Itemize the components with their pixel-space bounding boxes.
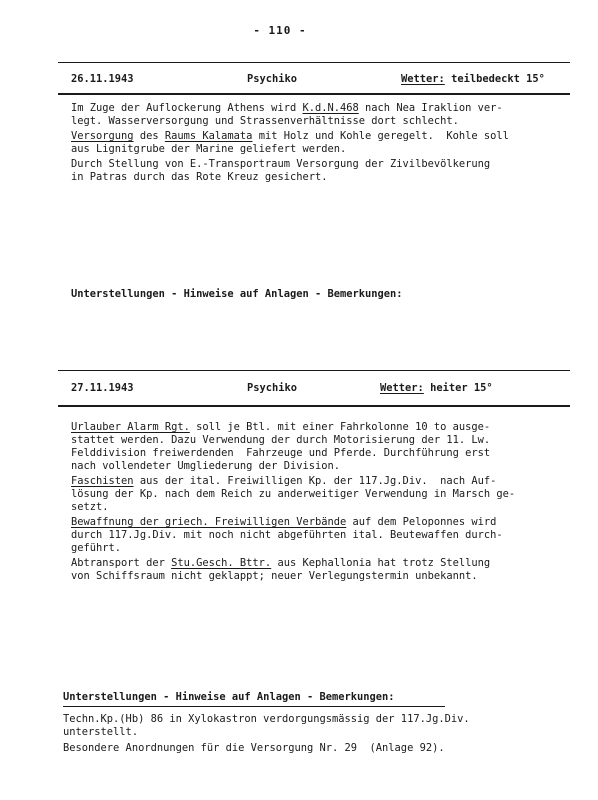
weather-label: Wetter: [401,73,445,85]
entry-2-paragraph-3 [71,516,571,555]
entry-2-top-rule [58,370,570,371]
entry-1-weather [401,73,545,86]
underlined-term: Bewaffnung der griech. Freiwilligen Verbände [71,516,347,528]
text-run: auf dem Peloponnes wird durch 117.Jg.Div. mit noch nicht abgeführten ital. Beutewaffen durch- geführt. [71,516,503,554]
underlined-term: Faschisten [71,475,134,487]
weather-value: teilbedeckt 15° [451,73,545,85]
remarks-underline [63,706,445,707]
text-run: des [133,130,165,142]
entry-2-remarks-label: Unterstellungen - Hinweise auf Anlagen - Bemerkungen: [63,691,395,703]
text-run: nach Nea Iraklion ver- legt. Wasserversorgung und Strassenverhältnisse dort schlecht. [71,102,503,127]
entry-2-paragraph-4 [71,557,571,583]
text-run: soll je Btl. mit einer Fahrkolonne 10 to ausge- stattet werden. Dazu Verwendung der durch Motorisierung der 11. Lw. Felddivision freiwerdenden Fahrzeuge und Pferde. Durchführung erst nach vollendeter Umgliederung der Division. [71,421,491,472]
underlined-term: Urlauber Alarm Rgt. [71,421,190,433]
entry-2-paragraph-1 [71,421,571,473]
entry-1-paragraph-2 [71,130,571,156]
remark-2: Besondere Anordnungen für die Versorgung Nr. 29 (Anlage 92). [63,742,445,754]
text-run: Abtransport der [71,557,172,569]
weather-value: heiter 15° [430,382,493,394]
entry-1-header-rule [58,93,570,95]
entry-2-header-rule [58,405,570,407]
entry-1-place: Psychiko [247,73,298,85]
text-run: Durch Stellung von E.-Transportraum Versorgung der Zivilbevölkerung in Patras durch das Rote Kreuz gesichert. [71,158,491,183]
underlined-term: Versorgung [71,130,134,142]
underlined-term: Stu.Gesch. Bttr. [171,557,272,569]
entry-1-top-rule [58,62,570,63]
text-run: aus Kephallonia hat trotz Stellung von Schiffsraum nicht geklappt; neuer Verlegungstermin unbekannt. [71,557,491,582]
entry-2-paragraph-2 [71,475,571,514]
remark-1: Techn.Kp.(Hb) 86 in Xylokastron verdorgungsmässig der 117.Jg.Div. unterstellt. [63,713,470,738]
text-run: aus der ital. Freiwilligen Kp. der 117.Jg.Div. nach Auf- lösung der Kp. nach dem Reich zu anderweitiger Verwendung in Marsch ge- setzt. [71,475,516,513]
weather-label: Wetter: [380,382,424,394]
entry-1-paragraph-3 [71,158,571,184]
entry-1-paragraph-1 [71,102,571,128]
entry-2-date: 27.11.1943 [71,382,134,394]
text-run: mit Holz und Kohle geregelt. Kohle soll aus Lignitgrube der Marine geliefert werden. [71,130,509,155]
entry-1-remarks-label: Unterstellungen - Hinweise auf Anlagen - Bemerkungen: [71,288,403,300]
underlined-term: Raums Kalamata [164,130,253,142]
entry-2-place: Psychiko [247,382,298,394]
entry-2-weather [380,382,493,395]
entry-1-date: 26.11.1943 [71,73,134,85]
page-number: - 110 - [253,24,307,37]
underlined-term: K.d.N.468 [302,102,359,114]
text-run: Im Zuge der Auflockerung Athens wird [71,102,303,114]
